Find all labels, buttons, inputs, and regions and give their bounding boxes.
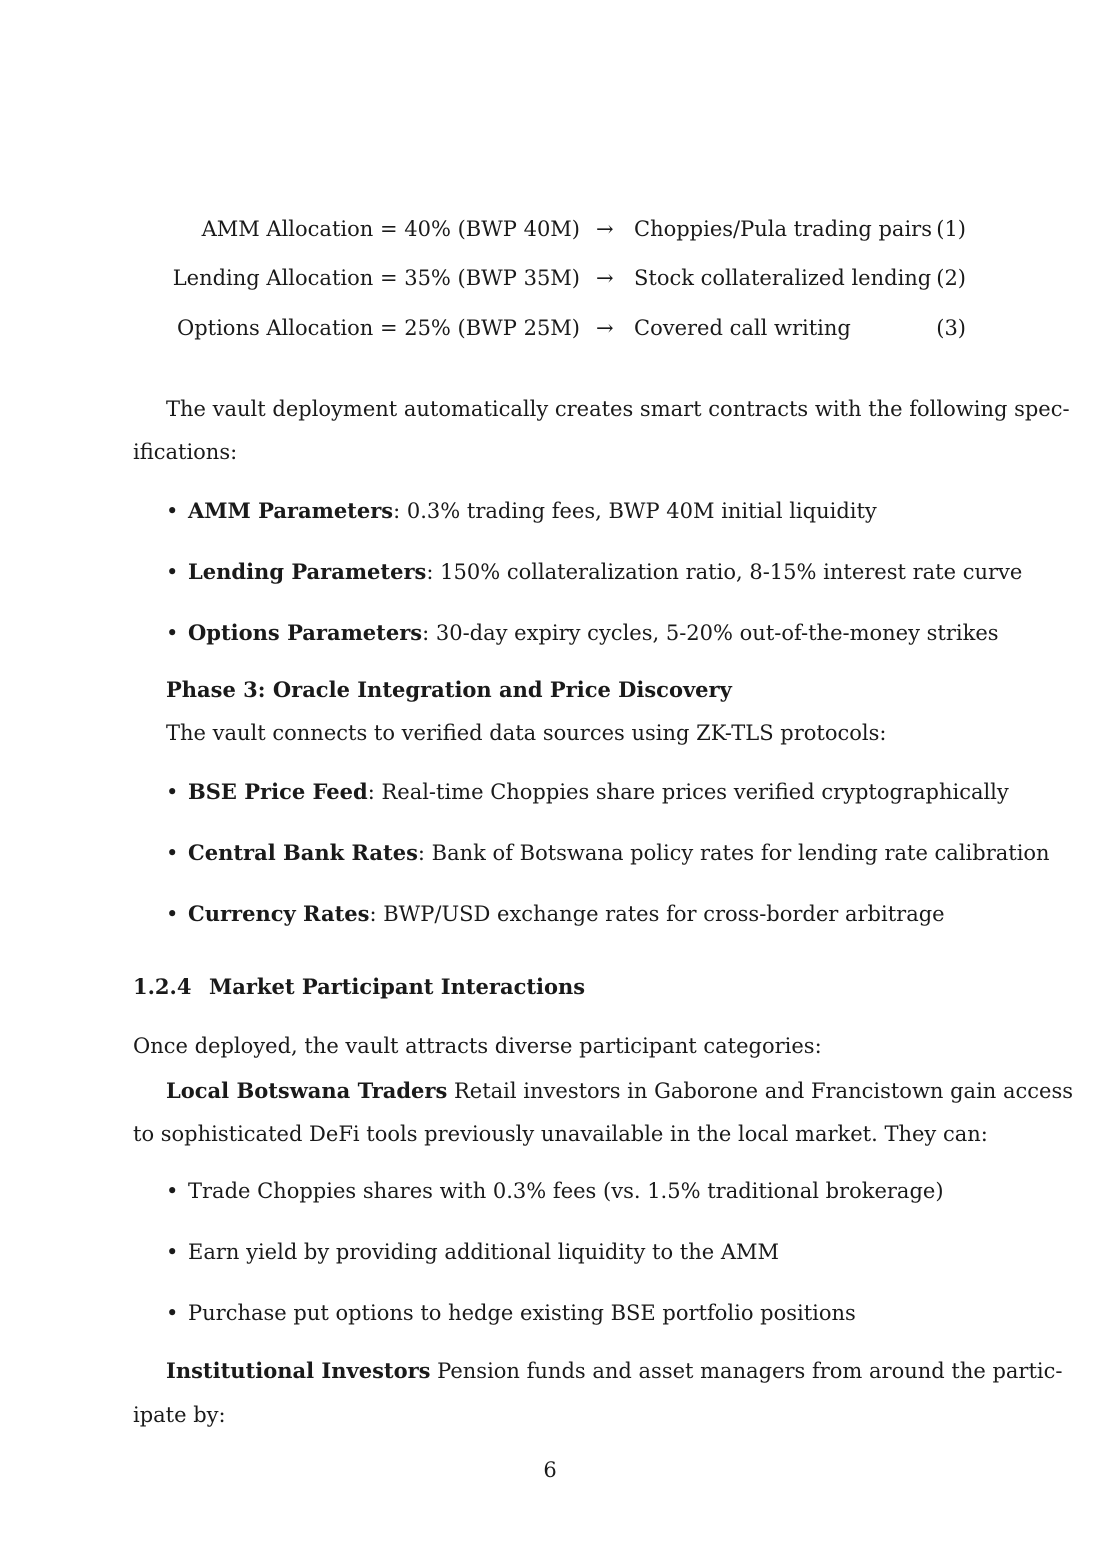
paragraph-line bbox=[166, 1358, 1062, 1384]
list-item-term: Lending Parameters bbox=[188, 559, 427, 584]
list-item-text: Trade Choppies shares with 0.3% fees (vs. 1.5% traditional brokerage) bbox=[188, 1179, 944, 1203]
run-in-heading: Local Botswana Traders bbox=[166, 1078, 448, 1103]
arrow-icon: → bbox=[596, 217, 614, 241]
list-item-text: : 30-day expiry cycles, 5-20% out-of-the-money strikes bbox=[422, 621, 999, 645]
equation-3-left: Options Allocation = 25% (BWP 25M) bbox=[176, 316, 580, 340]
bullet-icon: • bbox=[166, 902, 179, 926]
bullet-icon: • bbox=[166, 499, 179, 523]
equation-2-right: Stock collateralized lending bbox=[634, 266, 932, 290]
arrow-icon: → bbox=[596, 316, 614, 340]
list-item bbox=[166, 840, 1050, 866]
equation-3-right: Covered call writing bbox=[634, 316, 851, 340]
list-item-text: : BWP/USD exchange rates for cross-border arbitrage bbox=[369, 902, 945, 926]
list-item bbox=[166, 779, 1009, 805]
equation-1-right: Choppies/Pula trading pairs bbox=[634, 217, 932, 241]
list-item bbox=[166, 1301, 856, 1326]
equation-1-number: (1) bbox=[936, 217, 966, 241]
bullet-icon: • bbox=[166, 621, 179, 645]
equation-1-left: AMM Allocation = 40% (BWP 40M) bbox=[201, 217, 580, 241]
paragraph-text: Pension funds and asset managers from around the partic- bbox=[430, 1359, 1063, 1383]
paragraph-line: Once deployed, the vault attracts diverse participant categories: bbox=[133, 1034, 822, 1058]
equation-3-number: (3) bbox=[936, 316, 966, 340]
phase-3-heading: Phase 3: Oracle Integration and Price Discovery bbox=[166, 677, 732, 702]
paragraph-line: to sophisticated DeFi tools previously unavailable in the local market. They can: bbox=[133, 1122, 988, 1146]
list-item-text: Purchase put options to hedge existing BSE portfolio positions bbox=[188, 1301, 856, 1325]
list-item-text: : 0.3% trading fees, BWP 40M initial liquidity bbox=[393, 499, 877, 523]
paragraph-line: The vault connects to verified data sources using ZK-TLS protocols: bbox=[166, 721, 887, 745]
section-number: 1.2.4 bbox=[133, 974, 192, 999]
arrow-icon: → bbox=[596, 266, 614, 290]
page-number: 6 bbox=[543, 1458, 557, 1482]
list-item-term: Currency Rates bbox=[188, 901, 370, 926]
section-title: Market Participant Interactions bbox=[209, 974, 586, 999]
run-in-heading: Institutional Investors bbox=[166, 1358, 431, 1383]
list-item bbox=[166, 620, 999, 646]
paragraph-line: ipate by: bbox=[133, 1403, 226, 1427]
list-item-term: Central Bank Rates bbox=[188, 840, 418, 865]
equation-2-number: (2) bbox=[936, 266, 966, 290]
bullet-icon: • bbox=[166, 841, 179, 865]
list-item bbox=[166, 1240, 779, 1265]
list-item-text: : Bank of Botswana policy rates for lending rate calibration bbox=[417, 841, 1050, 865]
list-item bbox=[166, 901, 945, 927]
list-item-term: Options Parameters bbox=[188, 620, 423, 645]
list-item-text: Earn yield by providing additional liquidity to the AMM bbox=[188, 1240, 780, 1264]
list-item bbox=[166, 498, 877, 524]
bullet-icon: • bbox=[166, 1240, 179, 1264]
bullet-icon: • bbox=[166, 1179, 179, 1203]
list-item bbox=[166, 559, 1022, 585]
paragraph-text: Retail investors in Gaborone and Francistown gain access bbox=[447, 1079, 1074, 1103]
paragraph-line bbox=[166, 1078, 1073, 1104]
bullet-icon: • bbox=[166, 780, 179, 804]
equation-2-left: Lending Allocation = 35% (BWP 35M) bbox=[172, 266, 580, 290]
paragraph-line: ifications: bbox=[133, 440, 238, 464]
list-item-term: AMM Parameters bbox=[188, 498, 394, 523]
list-item-term: BSE Price Feed bbox=[188, 779, 368, 804]
list-item-text: : 150% collateralization ratio, 8-15% interest rate curve bbox=[426, 560, 1023, 584]
list-item-text: : Real-time Choppies share prices verified cryptographically bbox=[367, 780, 1009, 804]
paragraph-line: The vault deployment automatically creates smart contracts with the following spec- bbox=[166, 397, 1070, 421]
bullet-icon: • bbox=[166, 1301, 179, 1325]
list-item bbox=[166, 1179, 944, 1204]
bullet-icon: • bbox=[166, 560, 179, 584]
